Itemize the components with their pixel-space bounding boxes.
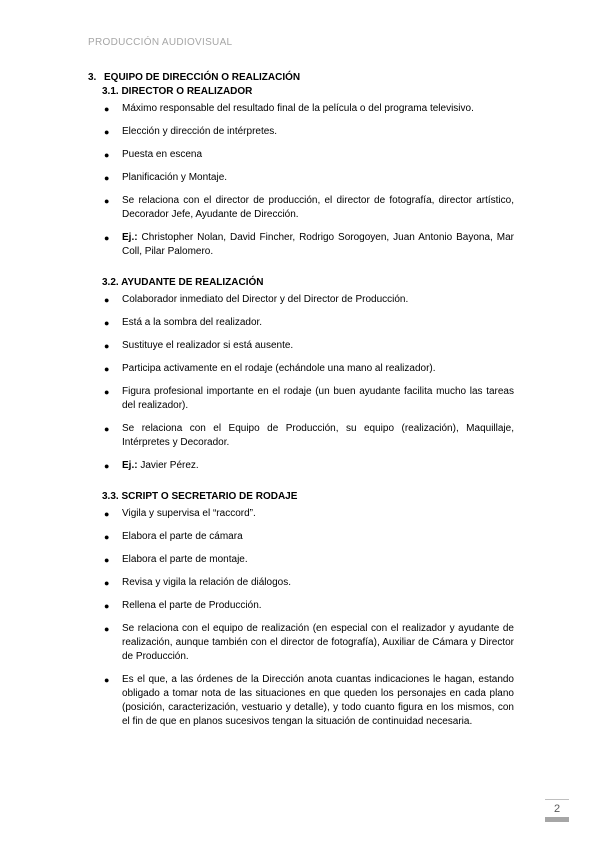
bullet-icon: ● <box>104 509 110 519</box>
bullet-icon: ● <box>104 341 110 351</box>
list-item: ● Vigila y supervisa el “raccord”. <box>104 508 256 519</box>
list-item: ● Figura profesional importante en el rodaje (un buen ayudante facilita mucho las tareas del realizador). <box>104 386 514 411</box>
ayudante-list <box>88 293 514 473</box>
list-item: ● Está a la sombra del realizador. <box>104 317 263 328</box>
example-label: Ej.: <box>122 232 138 243</box>
example-label: Ej.: <box>122 460 138 471</box>
bullet-icon: ● <box>104 387 110 397</box>
list-item: ● Elabora el parte de cámara <box>104 531 243 542</box>
example-item <box>88 459 514 473</box>
page-header: PRODUCCIÓN AUDIOVISUAL <box>88 37 233 48</box>
bullet-icon: ● <box>104 601 110 611</box>
bullet-icon: ● <box>104 196 110 206</box>
bullet-icon: ● <box>104 624 110 634</box>
bullet-icon: ● <box>104 127 110 137</box>
example-item <box>88 231 514 259</box>
subsection-title-ayudante: 3.2. AYUDANTE DE REALIZACIÓN <box>102 277 264 288</box>
example-text: Christopher Nolan, David Fincher, Rodrigo Sorogoyen, Juan Antonio Bayona, Mar Coll, Pilar Palomero. <box>122 232 514 257</box>
list-item: ● Participa activamente en el rodaje (echándole una mano al realizador). <box>104 363 436 374</box>
list-item: ● Sustituye el realizador si está ausente. <box>104 340 294 351</box>
bullet-icon: ● <box>104 424 110 434</box>
list-item: ● Elabora el parte de montaje. <box>104 554 248 565</box>
list-item: ● Se relaciona con el equipo de realización (en especial con el realizador y ayudante de realización, aunque también con el director de fotografía), Auxiliar de Cámara y Director de Producción. <box>104 623 514 662</box>
list-item: ● Rellena el parte de Producción. <box>104 600 262 611</box>
bullet-icon: ● <box>104 295 110 305</box>
page-number: 2 <box>545 799 569 822</box>
subsection-title-director: 3.1. DIRECTOR O REALIZADOR <box>102 86 253 97</box>
list-item: ● Máximo responsable del resultado final de la película o del programa televisivo. <box>104 103 474 114</box>
list-item: ● Se relaciona con el Equipo de Producción, su equipo (realización), Maquillaje, Intérpretes y Decorador. <box>104 423 514 448</box>
bullet-icon: ● <box>104 675 110 685</box>
section-title-text: EQUIPO DE DIRECCIÓN O REALIZACIÓN <box>104 72 301 83</box>
list-item: ● Colaborador inmediato del Director y del Director de Producción. <box>104 294 409 305</box>
list-item: ● Planificación y Montaje. <box>104 172 228 183</box>
section-title <box>88 71 514 85</box>
bullet-icon: ● <box>104 318 110 328</box>
bullet-icon: ● <box>104 532 110 542</box>
section-number: 3. <box>88 72 97 83</box>
bullet-icon: ● <box>104 461 110 471</box>
bullet-icon: ● <box>104 150 110 160</box>
example-text: Javier Pérez. <box>137 460 199 471</box>
list-item: ● Revisa y vigila la relación de diálogos. <box>104 577 291 588</box>
script-list <box>88 507 514 729</box>
bullet-icon: ● <box>104 233 110 243</box>
bullet-icon: ● <box>104 173 110 183</box>
subsection-title-script: 3.3. SCRIPT O SECRETARIO DE RODAJE <box>102 491 298 502</box>
bullet-icon: ● <box>104 555 110 565</box>
bullet-icon: ● <box>104 104 110 114</box>
bullet-icon: ● <box>104 578 110 588</box>
list-item: ● Es el que, a las órdenes de la Dirección anota cuantas indicaciones le hagan, estando obligado a tomar nota de las situaciones en que queden los personajes en cada plano (posición, caracterización, vestuario y detalle), y todo cuanto figura en los mismos, con el fin de que en planos sucesivos tengan la situación de continuidad necesaria. <box>104 674 514 727</box>
list-item: ● Elección y dirección de intérpretes. <box>104 126 278 137</box>
director-list <box>88 102 514 259</box>
list-item: ● Se relaciona con el director de producción, el director de fotografía, director artístico, Decorador Jefe, Ayudante de Dirección. <box>104 195 514 220</box>
list-item: ● Puesta en escena <box>104 149 203 160</box>
bullet-icon: ● <box>104 364 110 374</box>
document-body <box>88 71 514 738</box>
